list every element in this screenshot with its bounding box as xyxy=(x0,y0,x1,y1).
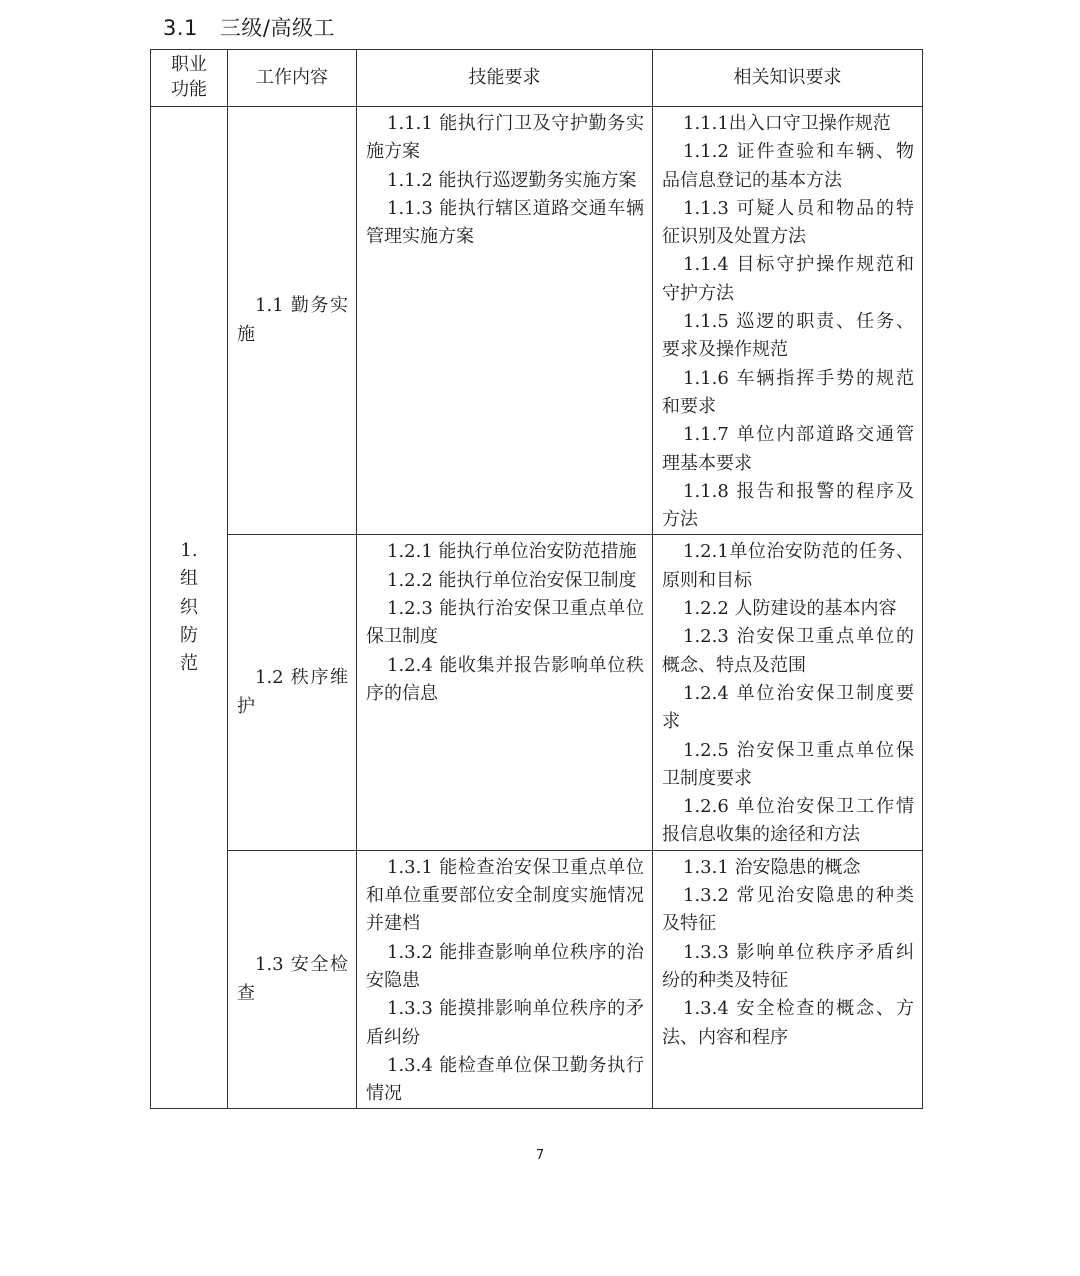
knowledge-item: 1.2.6 单位治安保卫工作情报信息收集的途径和方法 xyxy=(662,796,914,846)
skill-item: 1.1.3 能执行辖区道路交通车辆管理实施方案 xyxy=(366,197,644,248)
skill-item: 1.3.2 能排查影响单位秩序的治安隐患 xyxy=(366,941,644,991)
table-row xyxy=(151,850,923,1109)
table-header-row xyxy=(151,50,923,107)
section-number: 3.1 xyxy=(163,16,198,40)
skill-item: 1.2.2 能执行单位治安保卫制度 xyxy=(387,569,637,591)
knowledge-item: 1.3.4 安全检查的概念、方法、内容和程序 xyxy=(662,998,914,1048)
knowledge-cell xyxy=(653,107,923,535)
header-content: 工作内容 xyxy=(228,50,357,107)
section-heading xyxy=(163,12,335,42)
knowledge-item: 1.2.2 人防建设的基本内容 xyxy=(683,598,897,620)
knowledge-item: 1.2.4 单位治安保卫制度要求 xyxy=(662,682,914,733)
knowledge-item: 1.1.8 报告和报警的程序及方法 xyxy=(662,480,914,531)
knowledge-item: 1.1.3 可疑人员和物品的特征识别及处置方法 xyxy=(662,197,914,248)
skill-item: 1.2.4 能收集并报告影响单位秩序的信息 xyxy=(366,654,644,704)
skill-item: 1.3.4 能检查单位保卫勤务执行情况 xyxy=(366,1054,644,1105)
knowledge-cell xyxy=(653,535,923,850)
skill-item: 1.2.3 能执行治安保卫重点单位保卫制度 xyxy=(366,598,644,648)
knowledge-item: 1.3.2 常见治安隐患的种类及特征 xyxy=(662,885,914,935)
skill-item: 1.1.2 能执行巡逻勤务实施方案 xyxy=(387,169,637,191)
knowledge-item: 1.1.4 目标守护操作规范和守护方法 xyxy=(662,254,914,304)
skill-item: 1.3.3 能摸排影响单位秩序的矛盾纠纷 xyxy=(366,998,644,1048)
skill-item: 1.1.1 能执行门卫及守护勤务实施方案 xyxy=(366,113,644,163)
content-cell xyxy=(228,850,357,1109)
content-cell xyxy=(228,535,357,850)
knowledge-item: 1.1.1出入口守卫操作规范 xyxy=(683,113,891,134)
table-row xyxy=(151,107,923,535)
content-label: 1.1 勤务实施 xyxy=(237,295,348,345)
header-skills: 技能要求 xyxy=(357,50,653,107)
skill-item: 1.2.1 能执行单位治安防范措施 xyxy=(387,541,637,563)
skill-item: 1.3.1 能检查治安保卫重点单位和单位重要部位安全制度实施情况并建档 xyxy=(366,856,644,935)
knowledge-item: 1.3.3 影响单位秩序矛盾纠纷的种类及特征 xyxy=(662,941,914,991)
section-title: 三级/高级工 xyxy=(219,16,335,40)
content-label: 1.2 秩序维护 xyxy=(237,667,348,717)
content-label: 1.3 安全检查 xyxy=(237,954,348,1004)
knowledge-item: 1.2.5 治安保卫重点单位保卫制度要求 xyxy=(662,739,914,789)
skills-cell xyxy=(357,850,653,1109)
page-number: 7 xyxy=(535,1148,545,1163)
header-function: 职业功能 xyxy=(151,50,228,107)
skills-cell xyxy=(357,535,653,850)
knowledge-cell xyxy=(653,850,923,1109)
knowledge-item: 1.1.2 证件查验和车辆、物品信息登记的基本方法 xyxy=(662,141,914,191)
knowledge-item: 1.1.7 单位内部道路交通管理基本要求 xyxy=(662,424,914,474)
knowledge-item: 1.2.3 治安保卫重点单位的概念、特点及范围 xyxy=(662,626,914,676)
skills-table xyxy=(150,49,923,1109)
function-label: 1.组织防范 xyxy=(180,539,198,675)
skills-cell xyxy=(357,107,653,535)
header-knowledge: 相关知识要求 xyxy=(653,50,923,107)
content-cell xyxy=(228,107,357,535)
function-cell xyxy=(151,107,228,1109)
knowledge-item: 1.1.6 车辆指挥手势的规范和要求 xyxy=(662,367,914,417)
knowledge-item: 1.3.1 治安隐患的概念 xyxy=(683,856,861,878)
knowledge-item: 1.1.5 巡逻的职责、任务、要求及操作规范 xyxy=(662,311,914,361)
knowledge-item: 1.2.1单位治安防范的任务、原则和目标 xyxy=(662,541,914,591)
table-row xyxy=(151,535,923,850)
